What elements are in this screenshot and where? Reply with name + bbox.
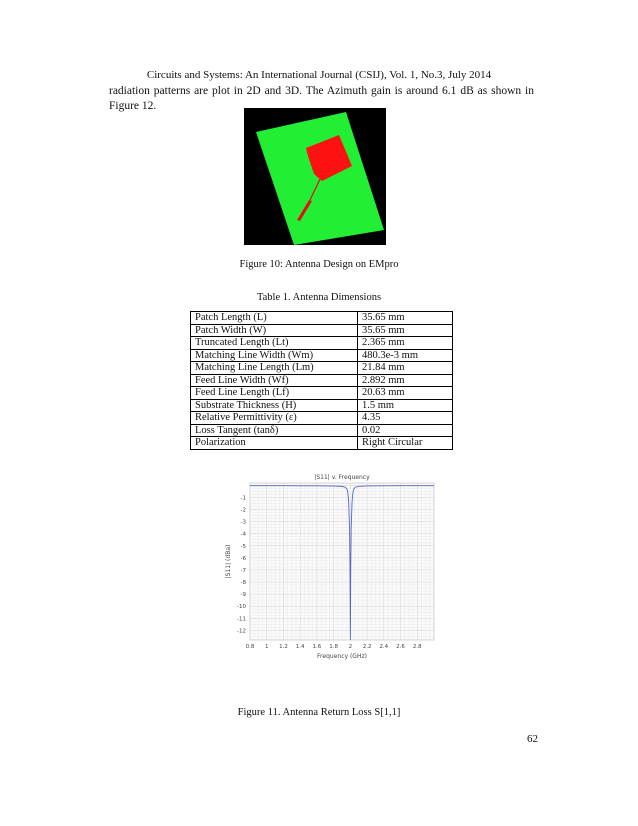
x-tick-label: 1.6 bbox=[312, 644, 322, 650]
parameter-cell: Feed Line Length (Lf) bbox=[191, 387, 358, 400]
y-tick-label: -4 bbox=[240, 531, 246, 538]
return-loss-chart bbox=[220, 472, 438, 662]
x-tick-label: 1.4 bbox=[295, 644, 305, 650]
table-row bbox=[191, 349, 453, 362]
x-tick-label: 2 bbox=[348, 644, 353, 650]
x-tick-label: 2.6 bbox=[396, 644, 405, 650]
parameter-cell: Polarization bbox=[191, 437, 358, 450]
value-cell: 4.35 bbox=[358, 412, 453, 425]
figure-11-caption: Figure 11. Antenna Return Loss S[1,1] bbox=[237, 707, 401, 718]
value-cell: 2.365 mm bbox=[358, 337, 453, 350]
chart-title: |S11| v. Frequency bbox=[314, 474, 370, 481]
y-tick-label: -7 bbox=[240, 567, 246, 574]
x-tick-label: 2.8 bbox=[412, 644, 422, 650]
value-cell: 1.5 mm bbox=[358, 399, 453, 412]
parameter-cell: Matching Line Length (Lm) bbox=[191, 362, 358, 375]
value-cell: 21.84 mm bbox=[358, 362, 453, 375]
value-cell: 20.63 mm bbox=[358, 387, 453, 400]
parameter-cell: Relative Permittivity (ε) bbox=[191, 412, 358, 425]
y-tick-label: -10 bbox=[237, 604, 246, 611]
table-row bbox=[191, 387, 453, 400]
table-row bbox=[191, 399, 453, 412]
y-tick-label: -1 bbox=[240, 495, 246, 502]
x-tick-label: 1.2 bbox=[279, 644, 288, 650]
parameter-cell: Feed Line Width (Wf) bbox=[191, 374, 358, 387]
body-paragraph: radiation patterns are plot in 2D and 3D. The Azimuth gain is around 6.1 dB as shown in Figure 12. bbox=[109, 85, 534, 112]
antenna-design-drawing bbox=[244, 108, 386, 245]
table-row bbox=[191, 362, 453, 375]
value-cell: 35.65 mm bbox=[358, 324, 453, 337]
table-row bbox=[191, 374, 453, 387]
x-tick-label: 0.8 bbox=[245, 644, 255, 650]
y-tick-label: -8 bbox=[240, 580, 246, 587]
table-row bbox=[191, 412, 453, 425]
y-tick-label: -3 bbox=[240, 519, 246, 526]
value-cell: Right Circular bbox=[358, 437, 453, 450]
y-tick-label: -12 bbox=[237, 628, 246, 635]
parameter-cell: Truncated Length (Lt) bbox=[191, 337, 358, 350]
y-tick-label: -9 bbox=[240, 592, 246, 599]
journal-header: Circuits and Systems: An International Journal (CSIJ), Vol. 1, No.3, July 2014 bbox=[146, 69, 492, 81]
x-tick-label: 2.2 bbox=[362, 644, 372, 650]
table-row bbox=[191, 312, 453, 325]
value-cell: 0.02 bbox=[358, 424, 453, 437]
table-row bbox=[191, 424, 453, 437]
parameter-cell: Substrate Thickness (H) bbox=[191, 399, 358, 412]
return-loss-plot bbox=[220, 472, 438, 662]
page-number: 62 bbox=[527, 733, 538, 745]
antenna-dimensions-table bbox=[190, 311, 453, 450]
value-cell: 2.892 mm bbox=[358, 374, 453, 387]
value-cell: 35.65 mm bbox=[358, 312, 453, 325]
x-axis-label: Frequency (GHz) bbox=[317, 653, 367, 660]
y-tick-label: -6 bbox=[240, 555, 246, 562]
x-tick-label: 1 bbox=[264, 644, 269, 650]
parameter-cell: Patch Width (W) bbox=[191, 324, 358, 337]
table-row bbox=[191, 324, 453, 337]
y-tick-label: -5 bbox=[240, 543, 246, 550]
table-row bbox=[191, 337, 453, 350]
table-row bbox=[191, 437, 453, 450]
y-axis-label: |S11| (dBa) bbox=[225, 544, 232, 579]
antenna-design-figure bbox=[244, 108, 386, 245]
figure-10-caption: Figure 10: Antenna Design on EMpro bbox=[239, 259, 399, 270]
parameter-cell: Patch Length (L) bbox=[191, 312, 358, 325]
parameter-cell: Matching Line Width (Wm) bbox=[191, 349, 358, 362]
y-tick-label: -2 bbox=[240, 507, 246, 514]
x-tick-label: 1.8 bbox=[329, 644, 339, 650]
value-cell: 480.3e-3 mm bbox=[358, 349, 453, 362]
table-caption: Table 1. Antenna Dimensions bbox=[256, 292, 382, 303]
parameter-cell: Loss Tangent (tanδ) bbox=[191, 424, 358, 437]
y-tick-label: -11 bbox=[237, 616, 246, 623]
x-tick-label: 2.4 bbox=[379, 644, 389, 650]
